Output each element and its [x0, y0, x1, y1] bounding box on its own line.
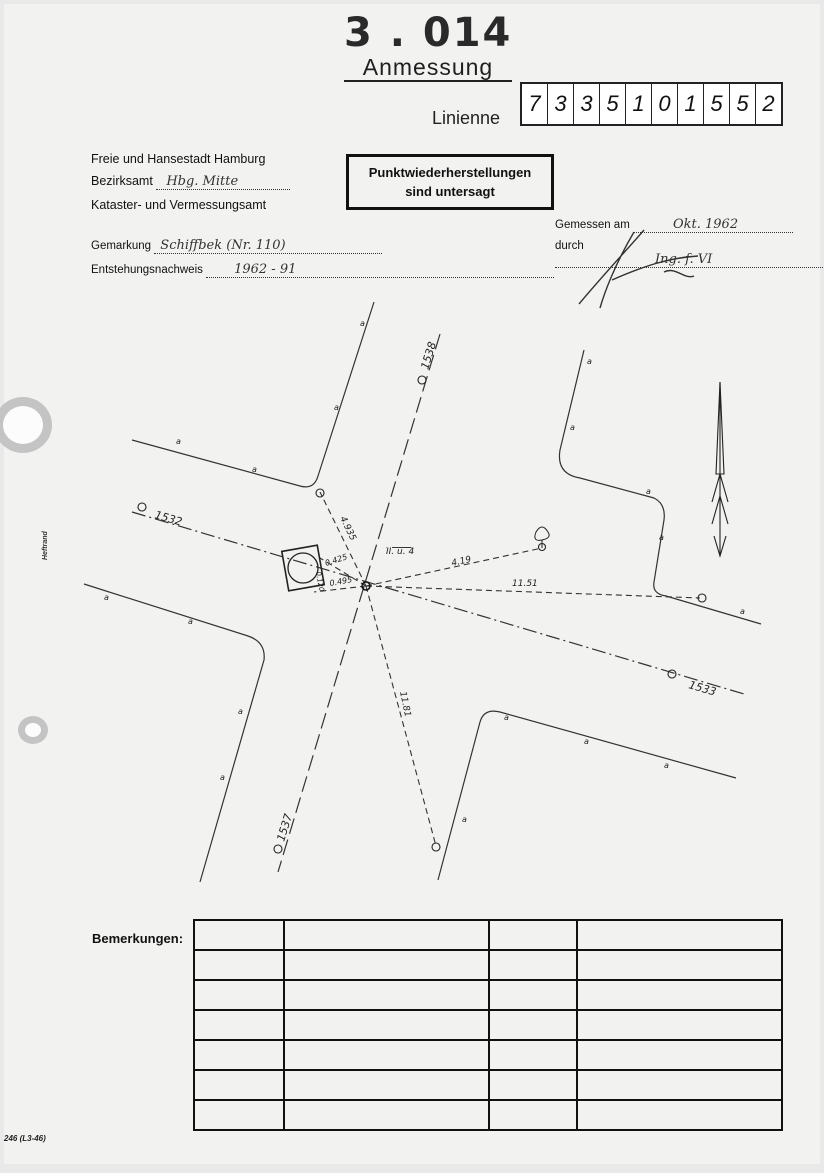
- id-digit: 5: [730, 84, 756, 124]
- heftrand-label: Heftrand: [42, 531, 49, 560]
- boundary-line: [132, 302, 374, 487]
- id-digit: 1: [626, 84, 652, 124]
- id-digit: 1: [678, 84, 704, 124]
- distance-0425: 0.425: [323, 552, 349, 568]
- svg-text:a: a: [646, 487, 651, 496]
- bezirksamt-value: Hbg. Mitte: [156, 174, 290, 190]
- distance-0120: 0.120: [314, 570, 326, 593]
- svg-text:a: a: [570, 423, 575, 432]
- boundary-line: [84, 584, 264, 882]
- table-row: [194, 1010, 782, 1040]
- tree-icon: [535, 527, 549, 548]
- svg-text:a: a: [740, 607, 745, 616]
- svg-text:a: a: [334, 403, 339, 412]
- entstehung-value: 1962 - 91: [206, 262, 554, 278]
- label-1537: 1537: [274, 812, 296, 843]
- id-digit: 3: [574, 84, 600, 124]
- property-line: [278, 334, 440, 872]
- svg-text:a: a: [220, 773, 225, 782]
- remarks-label: Bemerkungen:: [92, 931, 184, 946]
- id-digit: 0: [652, 84, 678, 124]
- measured-date-value: Okt. 1962: [633, 217, 793, 233]
- pt-1532-marker: [138, 503, 146, 511]
- entstehung-label: Entstehungsnachweis: [91, 264, 203, 276]
- table-row: [194, 1040, 782, 1070]
- stamp-line-2: sind untersagt: [405, 184, 495, 199]
- table-row: [194, 980, 782, 1010]
- svg-text:a: a: [659, 533, 664, 542]
- id-digit: 2: [762, 91, 775, 116]
- survey-sheet: [4, 4, 820, 1164]
- line-label: Linienne: [432, 108, 501, 128]
- distance-1181: 11.81: [397, 690, 413, 718]
- pt-1533-marker: [668, 670, 676, 678]
- bezirksamt-label: Bezirksamt: [91, 174, 153, 188]
- document-title: Anmessung: [344, 54, 512, 82]
- measurement-ray: [366, 586, 436, 846]
- measured-by-value: Ing. f. VI: [555, 252, 824, 268]
- reference-label: II. u. 4: [386, 547, 415, 557]
- id-digit: 5: [704, 84, 730, 124]
- svg-text:a: a: [104, 593, 109, 602]
- id-digit: 3: [548, 84, 574, 124]
- svg-text:a: a: [664, 761, 669, 770]
- id-digit: 7: [522, 84, 548, 124]
- boundary-line: [559, 350, 761, 624]
- svg-text:a: a: [584, 737, 589, 746]
- hydrant-circle: [288, 553, 318, 583]
- table-row: [194, 950, 782, 980]
- measured-by-label: durch: [555, 240, 584, 252]
- distance-419: 4.19: [450, 554, 473, 569]
- stamp-line-1: Punktwiederherstellungen: [368, 165, 532, 180]
- pt-1537-marker: [274, 845, 282, 853]
- label-1538: 1538: [418, 340, 440, 371]
- distance-4935: 4.935: [337, 514, 358, 543]
- svg-text:a: a: [176, 437, 181, 446]
- id-digit: 5: [600, 84, 626, 124]
- svg-text:a: a: [188, 617, 193, 626]
- svg-text:a: a: [252, 465, 257, 474]
- svg-text:a: a: [587, 357, 592, 366]
- measurement-ray: [320, 492, 366, 586]
- distance-0495: 0.495: [328, 575, 353, 588]
- signature: [579, 230, 698, 308]
- table-row: [194, 1070, 782, 1100]
- svg-text:a: a: [360, 319, 365, 328]
- table-row: [194, 1100, 782, 1130]
- pt-1538-marker: [418, 376, 426, 384]
- distance-1151: 11.51: [512, 579, 538, 589]
- form-code: 246 (L3-46): [4, 1134, 46, 1143]
- table-row: [194, 920, 782, 950]
- gemarkung-label: Gemarkung: [91, 240, 152, 252]
- svg-text:a: a: [504, 713, 509, 722]
- document-number: 3 . 014: [344, 10, 513, 56]
- authority-line: Freie und Hansestadt Hamburg: [91, 152, 266, 166]
- svg-text:a: a: [462, 815, 467, 824]
- measured-date-label: Gemessen am: [555, 219, 630, 231]
- label-1532: 1532: [153, 508, 184, 529]
- svg-text:a: a: [238, 707, 243, 716]
- remarks-table: [193, 919, 783, 1131]
- label-1533: 1533: [687, 678, 718, 699]
- survey-point: [432, 843, 440, 851]
- gemarkung-value: Schiffbek (Nr. 110): [154, 238, 382, 254]
- property-line: [132, 512, 744, 694]
- office-name: Kataster- und Vermessungsamt: [91, 198, 267, 212]
- north-arrow-icon: [712, 382, 728, 556]
